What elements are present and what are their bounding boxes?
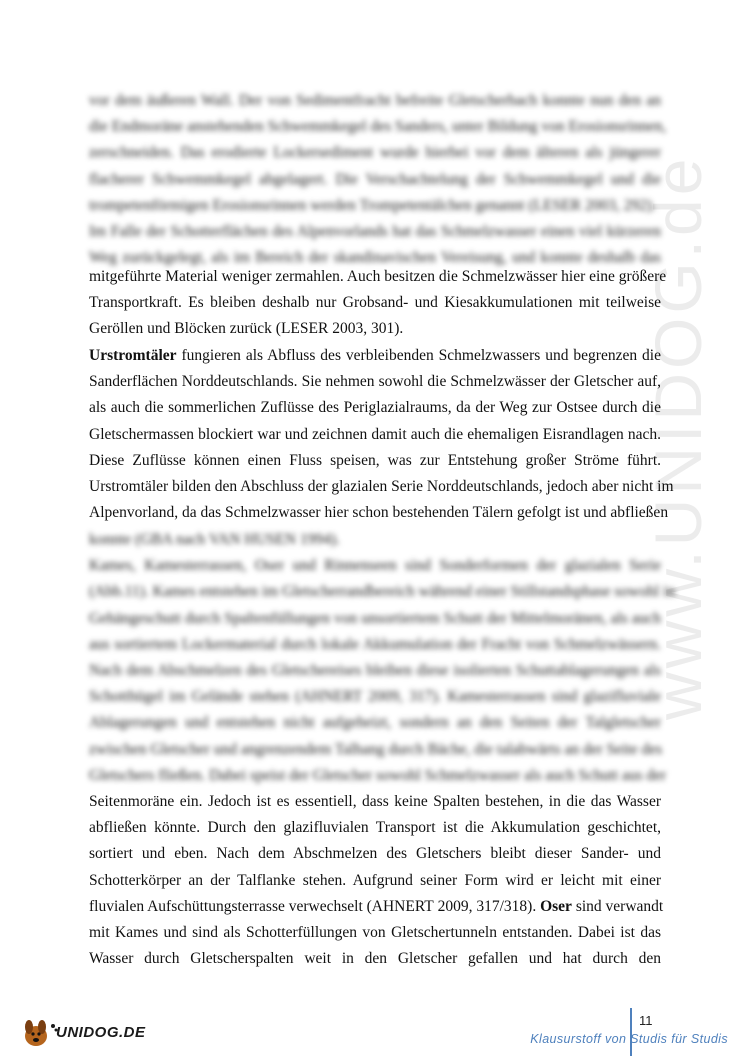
paragraph-schotterflaechen <box>89 264 667 343</box>
text-line: mit Kames und sind als Schotterfüllungen von Gletschertunneln entstanden. Dabei ist das <box>89 924 661 942</box>
blurred-middle-paragraph <box>89 527 676 789</box>
text-line: Gletschermassen blockiert war und zeichnen damit auch die ehemaligen Eisrandlagen nach. <box>89 425 661 443</box>
text-line: die Endmoräne anstehenden Schwemmkegel des Sanders, unter Bildung von Erosionsrinnen, <box>89 118 667 136</box>
text-line: Urstromtäler fungieren als Abfluss des verbleibenden Schmelzwassers und begrenzen die <box>89 347 661 364</box>
text-line: Kames, Kamesterrassen, Oser und Rinnenseen sind Sonderformen der glazialen Serie <box>89 557 661 575</box>
text-line: Weg zurückgelegt, als im Bereich der skandinavischen Vereisung, und konnte deshalb das <box>89 249 661 267</box>
text-line: zwischen Gletscher und angrenzendem Talhang durch Bäche, die talabwärts an der Seite des <box>89 740 663 758</box>
text-line: Schotthügel im Gelände stehen (AHNERT 2009, 317). Kamesterrassen sind glazifluviale <box>89 688 661 706</box>
text-line: Schotterkörper an der Talflanke stehen. Aufgrund seiner Form wird er leicht mit einer <box>89 871 661 889</box>
page-number: 11 <box>639 1013 653 1028</box>
paragraph-kamesterrassen <box>89 789 664 972</box>
text-line: zerschneiden. Das erodierte Lockersediment wurde hierbei vor dem älteren als jüngerer <box>89 144 661 162</box>
dog-icon <box>20 1012 60 1052</box>
text-line: trompetenförmigen Erosionsrinnen werden Trompetentälchen genannt (LESER 2003, 292). <box>89 196 656 214</box>
text-line: Im Falle der Schotterflächen des Alpenvorlands hat das Schmelzwasser einen viel kürzeren <box>89 223 661 241</box>
text-line: flacherer Schwemmkegel abgelagert. Die Verschachtelung der Schwemmkegel und die <box>89 170 661 188</box>
text-line: vor dem äußeren Wall. Der von Sedimentfracht befreite Gletscherbach konnte nun den an <box>89 92 661 109</box>
text-line: Urstromtäler bilden den Abschluss der glazialen Serie Norddeutschlands, jedoch aber nicht im <box>89 478 674 496</box>
text-line: Sanderflächen Norddeutschlands. Sie nehmen sowohl die Schmelzwässer der Gletscher auf, <box>89 373 661 391</box>
text-line: Gehängeschutt durch Spaltenfüllungen von unsortiertem Schutt der Mittelmoränen, als auch <box>89 609 661 627</box>
text-line: abfließen könnte. Durch den glazifluvialen Transport ist die Akkumulation geschichtet, <box>89 819 661 837</box>
blurred-top-paragraph <box>89 88 667 271</box>
text-line: fluvialen Aufschüttungsterrasse verwechselt (AHNERT 2009, 317/318). Oser sind verwandt <box>89 897 664 915</box>
text-line: als auch die sommerlichen Zuflüsse des Periglazialraums, da der Weg zur Ostsee durch die <box>89 399 661 417</box>
logo-text: UNIDOG.DE <box>56 1024 146 1041</box>
text-line: sortiert und eben. Nach dem Abschmelzen des Gletschers bleibt dieser Sander- und <box>89 845 661 863</box>
text-line: (Abb.11). Kames entstehen im Gletscherrandbereich während einer Stillstandsphase sowohl in <box>89 583 676 601</box>
text-line: Transportkraft. Es bleiben deshalb nur Grobsand- und Kiesakkumulationen mit teilweise <box>89 294 661 312</box>
text-line: aus sortiertem Lockermaterial durch lokale Akkumulation der Fracht von Schmelzwässern. <box>89 635 661 653</box>
unidog-logo <box>20 1012 160 1052</box>
text-line: Wasser durch Gletscherspalten weit in den Gletscher gefallen und hat durch den <box>89 950 661 968</box>
bold-term: Urstromtäler <box>89 347 177 364</box>
text-line: Seitenmoräne ein. Jedoch ist es essentiell, dass keine Spalten bestehen, in die das Wasser <box>89 793 661 810</box>
text-line: Gletschers fließen. Dabei speist der Gletscher sowohl Schmelzwasser als auch Schutt aus der <box>89 766 667 784</box>
paragraph-urstromtaeler <box>89 343 674 526</box>
text-line: Ablagerungen und entstehen nicht aufgeheizt, sondern an den Seiten der Talgletscher <box>89 714 661 732</box>
text-line: Geröllen und Blöcken zurück (LESER 2003, 301). <box>89 320 404 338</box>
citation-author: AHNERT <box>371 897 434 915</box>
text-line: Nach dem Abschmelzen des Gletschereises bleiben diese isolierten Schuttablagerungen als <box>89 662 661 680</box>
text-line: konnte (GBA nach VAN HUSEN 1994). <box>89 531 340 548</box>
text-line: Diese Zuflüsse können einen Fluss speisen, was zur Entstehung großer Ströme führt. <box>89 451 661 469</box>
text-line: mitgeführte Material weniger zermahlen. Auch besitzen die Schmelzwässer hier eine größere <box>89 268 667 285</box>
text-line: Alpenvorland, da das Schmelzwasser hier schon bestehenden Tälern gefolgt ist und abfließen <box>89 504 669 522</box>
watermark: www.UNIDOG.de <box>641 154 715 720</box>
footer-tagline: Klausurstoff von Studis für Studis <box>530 1032 728 1046</box>
bold-term: Oser <box>540 897 572 915</box>
